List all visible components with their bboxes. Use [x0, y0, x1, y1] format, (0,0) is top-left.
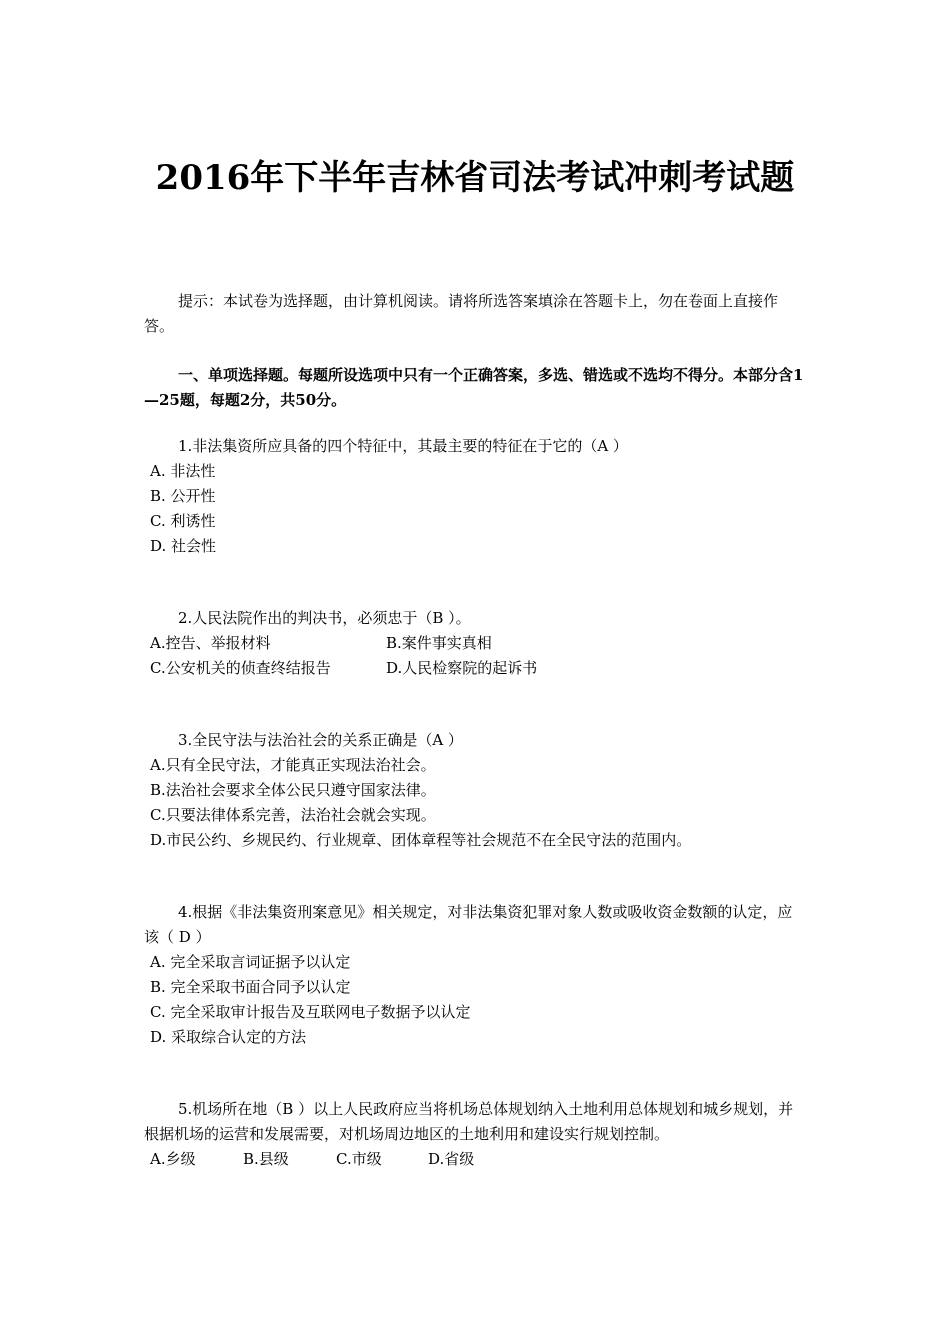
page-title: 2016年下半年吉林省司法考试冲刺考试题 — [155, 158, 795, 198]
question-2-option-b: B.案件事实真相 — [386, 634, 492, 652]
question-5-option-c: C.市级 — [336, 1150, 382, 1168]
question-5-option-a: A.乡级 — [150, 1150, 196, 1168]
question-3-option-d: D.市民公约、乡规民约、行业规章、团体章程等社会规范不在全民守法的范围内。 — [150, 831, 692, 849]
question-1-option-c: C. 利诱性 — [150, 512, 216, 530]
question-3-option-a: A.只有全民守法，才能真正实现法治社会。 — [150, 756, 436, 774]
question-4-option-c: C. 完全采取审计报告及互联网电子数据予以认定 — [150, 1003, 471, 1021]
question-1-option-a: A. 非法性 — [150, 462, 216, 480]
question-1-stem: 1.非法集资所应具备的四个特征中，其最主要的特征在于它的（A ） — [178, 437, 628, 455]
question-2-option-d: D.人民检察院的起诉书 — [386, 659, 538, 677]
question-4-option-b: B. 完全采取书面合同予以认定 — [150, 978, 351, 996]
section-heading: 一、单项选择题。每题所设选项中只有一个正确答案，多选、错选或不选均不得分。本部分含1—25题，每题2分，共50分。 — [144, 366, 804, 409]
question-5-option-d: D.省级 — [428, 1150, 475, 1168]
question-4-option-a: A. 完全采取言词证据予以认定 — [150, 953, 351, 971]
question-3-stem: 3.全民守法与法治社会的关系正确是（A ） — [178, 731, 463, 749]
notice-text: 提示：本试卷为选择题，由计算机阅读。请将所选答案填涂在答题卡上，勿在卷面上直接作答。 — [144, 292, 779, 335]
question-4-stem: 4.根据《非法集资刑案意见》相关规定，对非法集资犯罪对象人数或吸收资金数额的认定，应该（ D ） — [144, 903, 793, 946]
question-1-option-b: B. 公开性 — [150, 487, 216, 505]
question-5-option-b: B.县级 — [243, 1150, 289, 1168]
question-2-stem: 2.人民法院作出的判决书，必须忠于（B ）。 — [178, 609, 471, 627]
question-5-stem: 5.机场所在地（B ）以上人民政府应当将机场总体规划纳入土地利用总体规划和城乡规划，并根据机场的运营和发展需要，对机场周边地区的土地利用和建设实行规划控制。 — [144, 1100, 794, 1143]
question-1-option-d: D. 社会性 — [150, 537, 217, 555]
question-2-option-c: C.公安机关的侦查终结报告 — [150, 659, 331, 677]
question-3-option-c: C.只要法律体系完善，法治社会就会实现。 — [150, 806, 436, 824]
question-2-option-a: A.控告、举报材料 — [150, 634, 271, 652]
question-3-option-b: B.法治社会要求全体公民只遵守国家法律。 — [150, 781, 436, 799]
question-4-option-d: D. 采取综合认定的方法 — [150, 1028, 307, 1046]
